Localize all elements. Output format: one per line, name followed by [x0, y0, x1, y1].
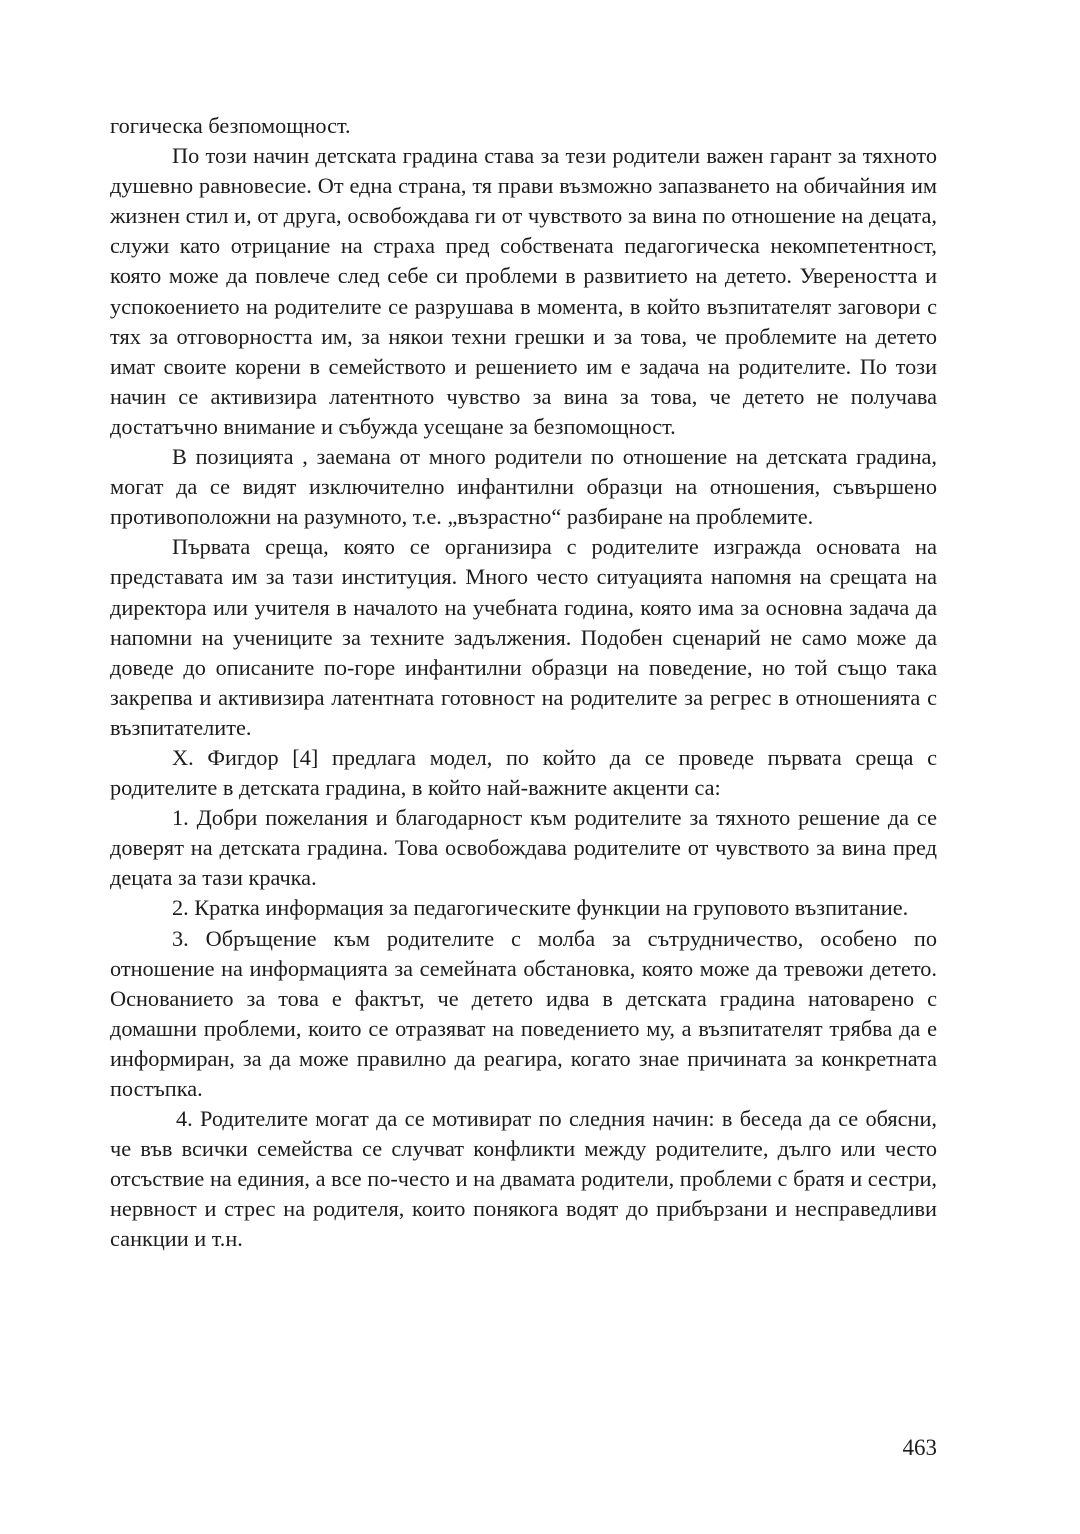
- list-item-3: 3. Обръщение към родителите с молба за сътрудничество, особено по отношение на информацията за семейната обстановка, която може да тревожи детето. Основанието за това е фактът, че детето идва в детската градина натоварено с домашни проблеми, които се отразяват на поведението му, а възпитателят трябва да е информиран, за да може правилно да реагира, когато знае причината за конкретната постъпка.: [110, 925, 937, 1101]
- page-number: 463: [902, 1435, 937, 1460]
- paragraph-first-meeting: Първата среща, която се организира с родителите изгражда основата на представата им за тази институция. Много често ситуацията напомня на срещата на директора или учителя в началото на учебната година, която има за основна задача да напомни на учениците за техните задължения. Подобен сценарий не само може да доведе до описаните по-горе инфантилни образци на поведение, но той също така закрепва и активизира латентната готовност на родителите за регрес в отношенията с възпитателите.: [110, 534, 937, 740]
- list-item-4: 4. Родителите могат да се мотивират по следния начин: в беседа да се обясни, че във всички семейства се случват конфликти между родителите, дълго или често отсъствие на единия, а все по-често и на двамата родители, проблеми с братя и сестри, нервност и стрес на родителя, които понякога водят до прибързани и несправедливи санкции и т.н.: [110, 1106, 937, 1252]
- paragraph-figdor-model: Х. Фигдор [4] предлага модел, по който да се проведе първата среща с родителите в детската градина, в който най-важните акценти са:: [110, 744, 937, 801]
- paragraph-parents-position: В позицията , заемана от много родители по отношение на детската градина, могат да се видят изключително инфантилни образци на отношения, съвършено противоположни на разумното, т.е. „възрастно“ разбиране на проблемите.: [110, 444, 937, 530]
- list-item-2: 2. Кратка информация за педагогическите функции на груповото възпитание.: [172, 895, 909, 921]
- body-text: [110, 111, 937, 1255]
- paragraph-kindergarten-guarantor: По този начин детската градина става за тези родители важен гарант за тяхното душевно равновесие. От една страна, тя прави възможно запазването на обичайния им жизнен стил и, от друга, освобождава ги от чувството за вина по отношение на децата, служи като отрицание на страха пред собствената педагогическа некомпетентност, която може да повлече след себе си проблеми в развитието на детето. Увереността и успокоението на родителите се разрушава в момента, в който възпитателят заговори с тях за отговорността им, за някои техни грешки и за това, че проблемите на детето имат своите корени в семейството и решението им е задача на родителите. По този начин се активизира латентното чувство за вина за това, че детето не получава достатъчно внимание и събужда усещане за безпомощност.: [110, 143, 937, 439]
- paragraph-continuation: гогическа безпомощност.: [110, 113, 351, 138]
- list-item-1: 1. Добри пожелания и благодарност към родителите за тяхното решение да се доверят на детската градина. Това освобождава родителите от чувството за вина пред децата за тази крачка.: [110, 805, 937, 891]
